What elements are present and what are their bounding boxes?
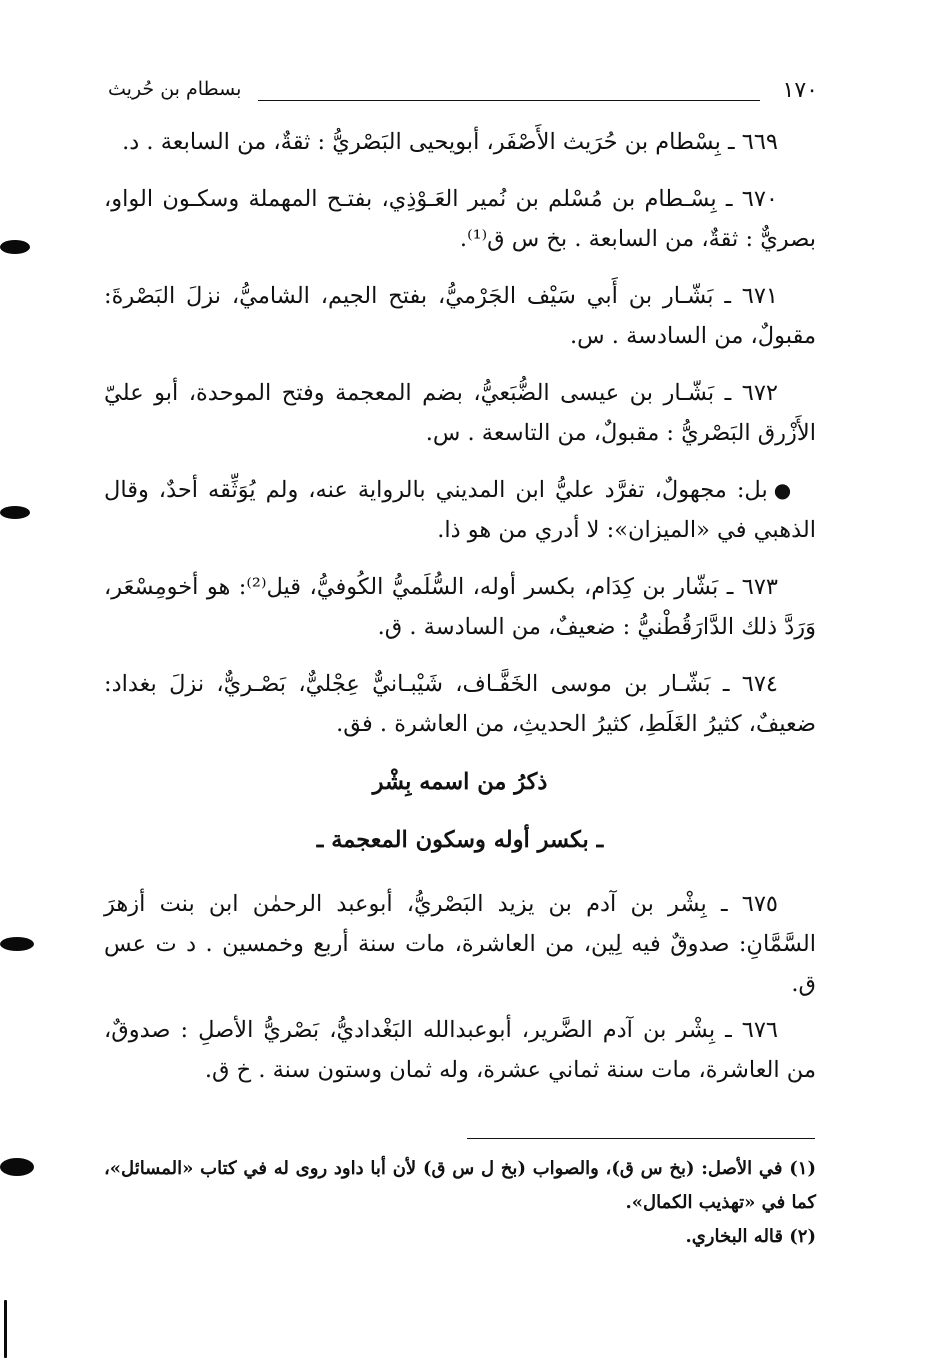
scan-mark	[0, 240, 30, 254]
scan-mark	[0, 1158, 34, 1176]
entry-672: ٦٧٢ ـ بَشّـار بن عيسى الضُّبَعيُّ، بضم المعجمة وفتح الموحدة، أبو عليّ الأَزْرق البَصْريُّ : مقبولٌ، من التاسعة . س.	[104, 380, 816, 446]
page-header	[108, 78, 818, 112]
commentary-text: بل: مجهولٌ، تفرَّد عليُّ ابن المديني بالرواية عنه، ولم يُوَثِّقه أحدٌ، وقال الذهبي في «الميزان»: لا أدري من هو ذا.	[104, 477, 816, 543]
running-title: بسطام بن حُريث	[108, 78, 242, 100]
scan-mark	[0, 937, 34, 951]
entry-675: ٦٧٥ ـ بِشْر بن آدم بن يزيد البَصْريُّ، أبوعبد الرحمٰن ابن بنت أزهرَ السَّمَّانِ: صدوقٌ فيه لِين، من العاشرة، مات سنة أربع وخمسين . د ت عس ق.	[104, 891, 816, 997]
section-heading: ذكرُ من اسمه بِشْر	[372, 769, 548, 795]
page-number: ١٧٠	[782, 78, 818, 103]
page-body	[104, 122, 816, 1107]
scan-mark	[0, 506, 30, 519]
entry-669: ٦٦٩ ـ بِسْطام بن حُرَيث الأَصْفَر، أبويحيى البَصْريُّ : ثقةٌ، من السابعة . د.	[122, 129, 778, 155]
entry-670: ٦٧٠ ـ بِسْـطام بن مُسْلم بن نُمير العَـوْذِي، بفتـح المهملة وسكـون الواو، بصريٌّ : ثقةٌ، من السابعة . بخ س ق⁽¹⁾.	[104, 186, 816, 252]
footnotes	[104, 1152, 816, 1254]
footnote-rule	[467, 1138, 815, 1139]
section-subheading: ـ بكسر أوله وسكون المعجمة ـ	[316, 827, 604, 853]
footnote-2: (٢) قاله البخاري.	[685, 1226, 816, 1247]
scan-mark	[4, 1300, 7, 1358]
entry-671: ٦٧١ ـ بَشّـار بن أَبي سَيْف الجَرْميُّ، بفتح الجيم، الشاميُّ، نزلَ البَصْرةَ: مقبولٌ، من السادسة . س.	[104, 283, 816, 349]
entry-673: ٦٧٣ ـ بَشّار بن كِدَام، بكسر أوله، السُّلَميُّ الكُوفيُّ، قيل⁽²⁾: هو أخومِسْعَر، وَرَدَّ ذلك الدَّارَقُطْنيُّ : ضعيفٌ، من السادسة . ق.	[104, 574, 816, 640]
entry-674: ٦٧٤ ـ بَشّـار بن موسى الخَفَّـاف، شَيْبـانيٌّ عِجْليٌّ، بَصْـريٌّ، نزلَ بغداد: ضعيفٌ، كثيرُ الغَلَطِ، كثيرُ الحديثِ، من العاشرة . فق.	[104, 671, 816, 737]
footnote-1: (١) في الأصل: (بخ س ق)، والصواب (بخ ل س ق) لأن أبا داود روى له في كتاب «المسائل»، كما في «تهذيب الكمال».	[104, 1158, 816, 1213]
header-rule	[258, 100, 760, 101]
commentary-note	[104, 470, 816, 550]
bullet-icon: ●	[773, 478, 795, 502]
entry-676: ٦٧٦ ـ بِشْر بن آدم الضَّرير، أبوعبدالله البَغْداديُّ، بَصْريُّ الأصلِ : صدوقٌ، من العاشرة، مات سنة ثماني عشرة، وله ثمان وستون سنة . خ ق.	[104, 1017, 816, 1083]
